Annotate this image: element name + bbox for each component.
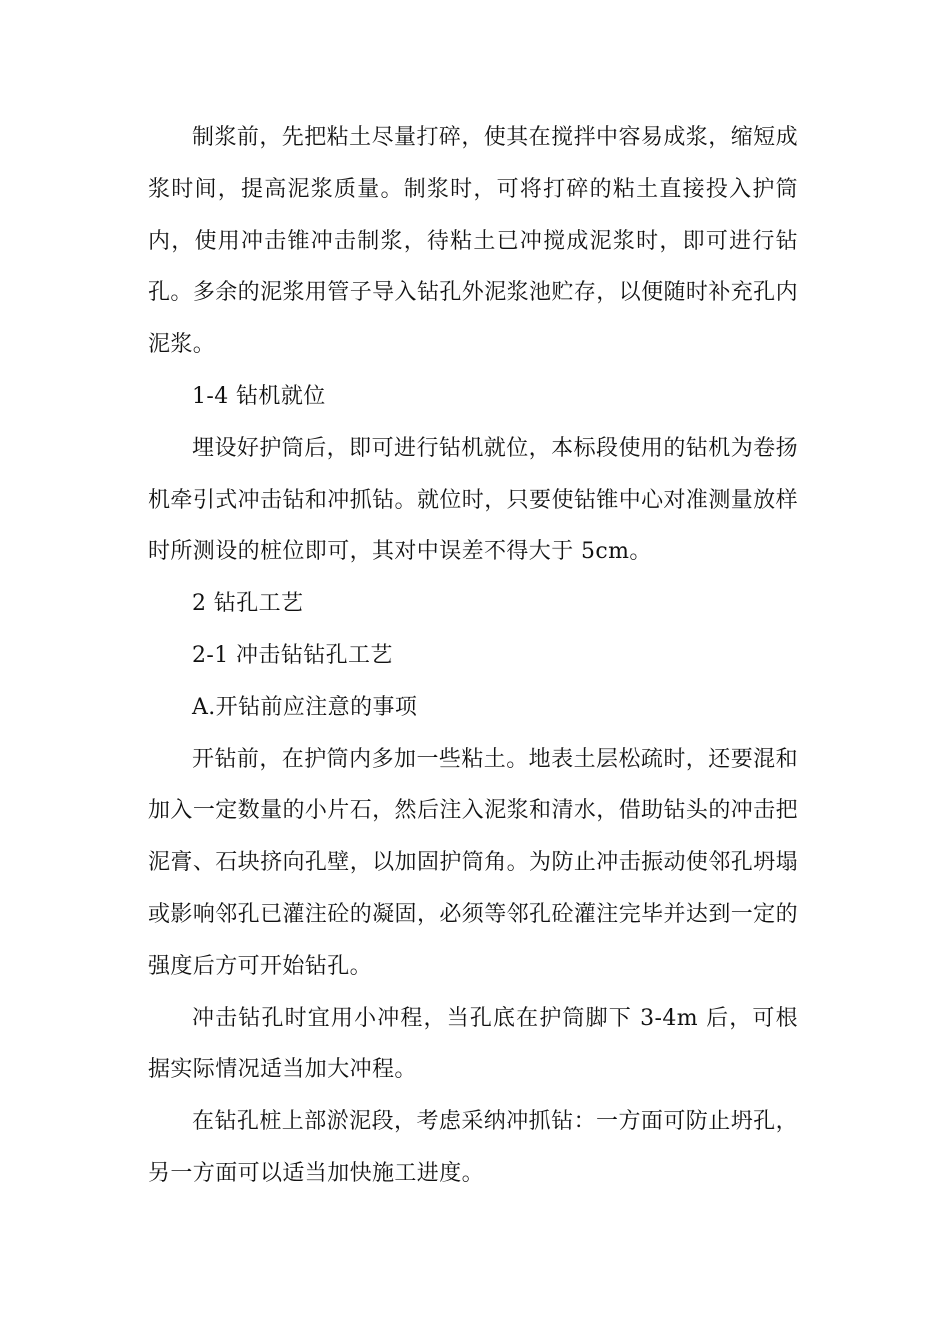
- heading-a-pre-drilling-notes: A.开钻前应注意的事项: [192, 694, 418, 720]
- paragraph-pre-drilling: 开钻前，在护筒内多加一些粘土。地表土层松疏时，还要混和加入一定数量的小片石，然后注入泥浆和清水，借助钻头的冲击把泥膏、石块挤向孔壁，以加固护筒角。为防止冲击振动使邻孔坍塌或影响邻孔已灌注砼的凝固，必须等邻孔砼灌注完毕并达到一定的强度后方可开始钻孔。: [148, 746, 798, 979]
- heading-2-1-percussion-drilling: 2-1 冲击钻钻孔工艺: [192, 642, 393, 668]
- heading-2-drilling-process: 2 钻孔工艺: [192, 591, 304, 617]
- paragraph-grab-drill: 在钻孔桩上部淤泥段，考虑采纳冲抓钻：一方面可防止坍孔，另一方面可以适当加快施工进度。: [148, 1109, 798, 1186]
- paragraph-rig-positioning: 埋设好护筒后，即可进行钻机就位，本标段使用的钻机为卷扬机牵引式冲击钻和冲抓钻。就位时，只要使钻锥中心对准测量放样时所测设的桩位即可，其对中误差不得大于 5cm。: [148, 435, 798, 565]
- heading-1-4-rig-positioning: 1-4 钻机就位: [192, 383, 326, 409]
- document-body: [148, 112, 798, 1200]
- paragraph-slurry-preparation: 制浆前，先把粘土尽量打碎，使其在搅拌中容易成浆，缩短成浆时间，提高泥浆质量。制浆时，可将打碎的粘土直接投入护筒内，使用冲击锥冲击制浆，待粘土已冲搅成泥浆时，即可进行钻孔。多余的泥浆用管子导入钻孔外泥浆池贮存，以便随时补充孔内泥浆。: [148, 125, 798, 358]
- paragraph-stroke: 冲击钻孔时宜用小冲程，当孔底在护筒脚下 3-4m 后，可根据实际情况适当加大冲程。: [148, 1005, 798, 1083]
